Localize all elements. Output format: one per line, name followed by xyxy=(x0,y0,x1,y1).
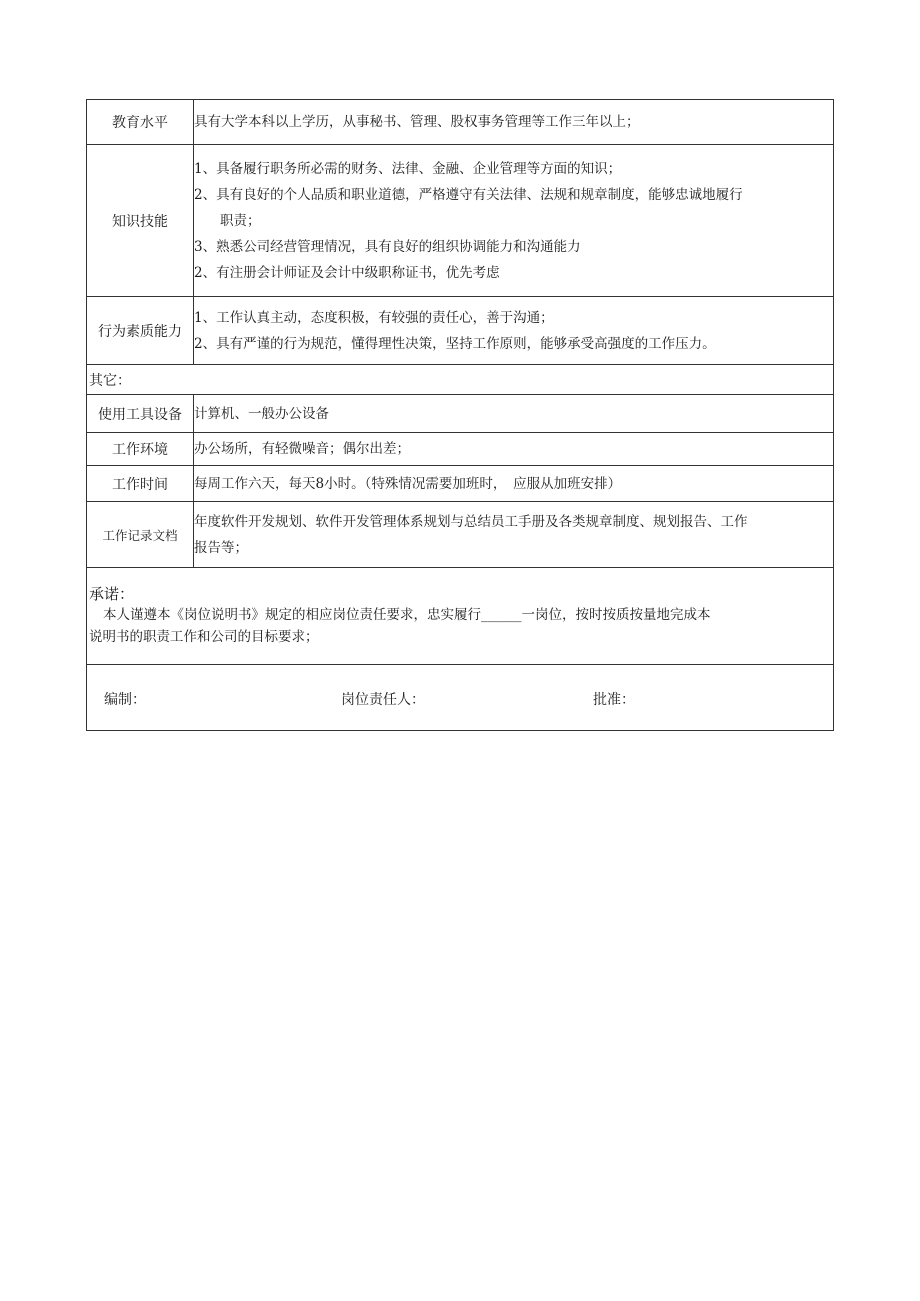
records-label: 工作记录文档 xyxy=(87,502,194,568)
behavior-value xyxy=(194,297,834,365)
promise-body xyxy=(89,604,831,648)
worktime-value xyxy=(194,466,834,502)
behavior-item: 2、具有严谨的行为规范，懂得理性决策，坚持工作原则，能够承受高强度的工作压力。 xyxy=(194,335,716,352)
knowledge-item: 1、具备履行职务所必需的财务、法律、金融、企业管理等方面的知识； xyxy=(194,160,622,177)
worktime-label: 工作时间 xyxy=(87,466,194,502)
education-label: 教育水平 xyxy=(87,100,194,145)
worktime-row xyxy=(87,466,834,502)
environment-label: 工作环境 xyxy=(87,433,194,466)
environment-value: 办公场所，有轻微噪音；偶尔出差； xyxy=(194,433,834,466)
job-description-table xyxy=(86,99,834,731)
environment-row xyxy=(87,433,834,466)
education-text: 具有大学本科以上学历，从事秘书、管理、股权事务管理等工作三年以上； xyxy=(194,114,640,130)
records-line: 报告等； xyxy=(194,539,248,556)
knowledge-item: 3、熟悉公司经营管理情况，具有良好的组织协调能力和沟通能力 xyxy=(194,238,581,255)
knowledge-item: 2、具有良好的个人品质和职业道德，严格遵守有关法律、法规和规章制度，能够忠诚地履行 xyxy=(194,186,743,203)
signature-area xyxy=(87,666,833,730)
behavior-row xyxy=(87,297,834,365)
tools-row xyxy=(87,395,834,433)
other-label: 其它： xyxy=(87,365,834,395)
approver-signature-label: 批准： xyxy=(593,691,635,708)
signature-cell xyxy=(87,665,834,731)
knowledge-label: 知识技能 xyxy=(87,145,194,297)
records-line: 年度软件开发规划、软件开发管理体系规划与总结员工手册及各类规章制度、规划报告、工作 xyxy=(194,513,748,530)
behavior-item: 1、工作认真主动，态度积极，有较强的责任心，善于沟通； xyxy=(194,309,554,326)
records-value xyxy=(194,502,834,568)
promise-line: 本人谨遵本《岗位说明书》规定的相应岗位责任要求，忠实履行______一岗位，按时按质按量地完成本 xyxy=(103,607,711,623)
knowledge-item: 职责； xyxy=(220,212,261,229)
records-row xyxy=(87,502,834,568)
education-row xyxy=(87,100,834,145)
signature-row xyxy=(87,665,834,731)
knowledge-item: 2、有注册会计师证及会计中级职称证书，优先考虑 xyxy=(194,264,500,281)
promise-title: 承诺： xyxy=(89,585,135,603)
tools-label: 使用工具设备 xyxy=(87,395,194,433)
knowledge-row xyxy=(87,145,834,297)
job-description-form xyxy=(86,99,833,731)
worktime-text: 每周工作六天，每天8小时。（特殊情况需要加班时， 应服从加班安排） xyxy=(194,475,622,492)
promise-row xyxy=(87,568,834,665)
editor-signature-label: 编制： xyxy=(104,691,146,708)
knowledge-value xyxy=(194,145,834,297)
promise-line: 说明书的职责工作和公司的目标要求； xyxy=(89,629,319,645)
behavior-label: 行为素质能力 xyxy=(87,297,194,365)
tools-value: 计算机、一般办公设备 xyxy=(194,395,834,433)
education-value xyxy=(194,100,834,145)
responsible-signature-label: 岗位责任人： xyxy=(341,691,425,708)
other-row xyxy=(87,365,834,395)
promise-cell xyxy=(87,568,834,665)
